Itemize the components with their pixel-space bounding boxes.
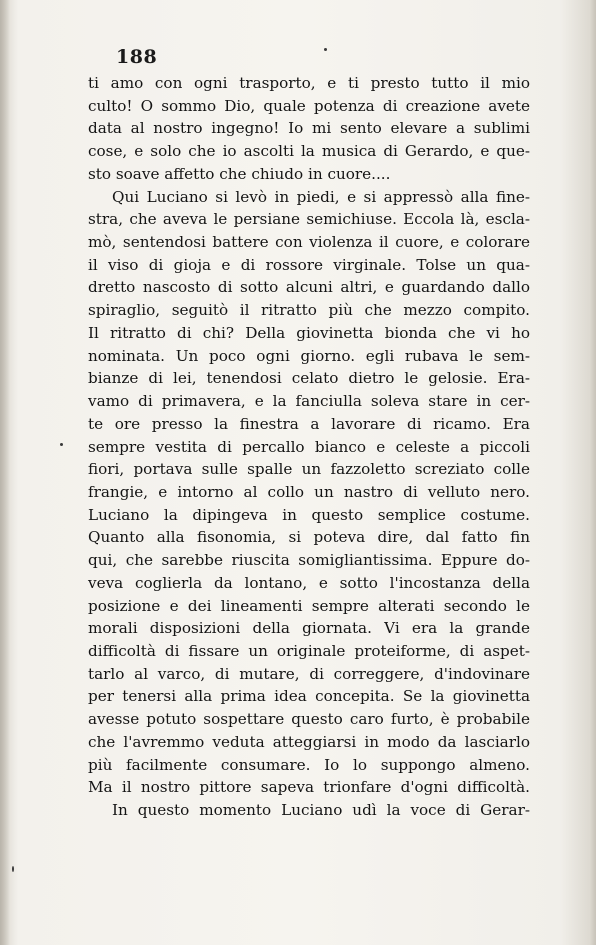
text-line: nominata. Un poco ogni giorno. egli rubava le sem- [88,346,530,365]
text-line: sto soave affetto che chiudo in cuore.... [88,164,391,183]
text-line: avesse potuto sospettare questo caro furto, è probabile [88,710,530,729]
gutter-shadow [0,0,10,945]
text-line: più facilmente consumare. Io lo suppongo almeno. [88,755,530,774]
text-line: mò, sentendosi battere con violenza il cuore, e colorare [88,233,530,252]
text-line: spiraglio, seguitò il ritratto più che mezzo compito. [88,301,530,320]
text-line: frangie, e intorno al collo un nastro di velluto nero. [88,482,530,501]
text-line: vamo di primavera, e la fanciulla soleva stare in cer- [88,392,530,411]
text-line: posizione e dei lineamenti sempre alterati secondo le [88,596,530,615]
text-line: dretto nascosto di sotto alcuni altri, e guardando dallo [88,278,530,297]
text-line: Luciano la dipingeva in questo semplice costume. [88,505,530,524]
text-line: qui, che sarebbe riuscita somigliantissima. Eppure do- [88,551,530,570]
page-number: 188 [116,46,158,68]
text-line: culto! O sommo Dio, quale potenza di creazione avete [88,96,530,115]
body-text [88,72,530,822]
ink-speck [60,443,63,446]
text-line: Il ritratto di chi? Della giovinetta bionda che vi ho [88,323,530,342]
text-line: tarlo al varco, di mutare, di correggere, d'indovinare [88,664,530,683]
text-line: stra, che aveva le persiane semichiuse. Eccola là, escla- [88,210,530,229]
text-line: In questo momento Luciano udì la voce di Gerar- [112,801,530,819]
text-line: morali disposizioni della giornata. Vi era la grande [88,619,530,638]
text-line: data al nostro ingegno! Io mi sento elevare a sublimi [88,119,530,138]
text-line: te ore presso la finestra a lavorare di ricamo. Era [88,414,530,433]
text-line: fiori, portava sulle spalle un fazzoletto screziato colle [88,460,530,479]
text-line: sempre vestita di percallo bianco e celeste a piccoli [88,437,530,456]
text-line: bianze di lei, tenendosi celato dietro le gelosie. Era- [88,369,530,388]
text-line: Qui Luciano si levò in piedi, e si appressò alla fine- [112,187,530,206]
text-line: Ma il nostro pittore sapeva trionfare d'ogni difficoltà. [88,778,530,797]
text-line: per tenersi alla prima idea concepita. Se la giovinetta [88,687,530,706]
text-line: il viso di gioja e di rossore virginale. Tolse un qua- [88,255,530,274]
text-line: Quanto alla fisonomia, si poteva dire, dal fatto fin [88,528,530,547]
ink-speck [324,48,327,51]
text-line: cose, e solo che io ascolti la musica di Gerardo, e que- [88,142,530,161]
text-line: difficoltà di fissare un originale proteiforme, di aspet- [88,641,530,660]
page-edge [590,0,596,945]
text-line: veva coglierla da lontano, e sotto l'incostanza della [88,573,530,592]
text-line: che l'avremmo veduta atteggiarsi in modo da lasciarlo [88,732,530,751]
ink-speck [12,866,14,872]
text-line: ti amo con ogni trasporto, e ti presto tutto il mio [88,74,530,92]
